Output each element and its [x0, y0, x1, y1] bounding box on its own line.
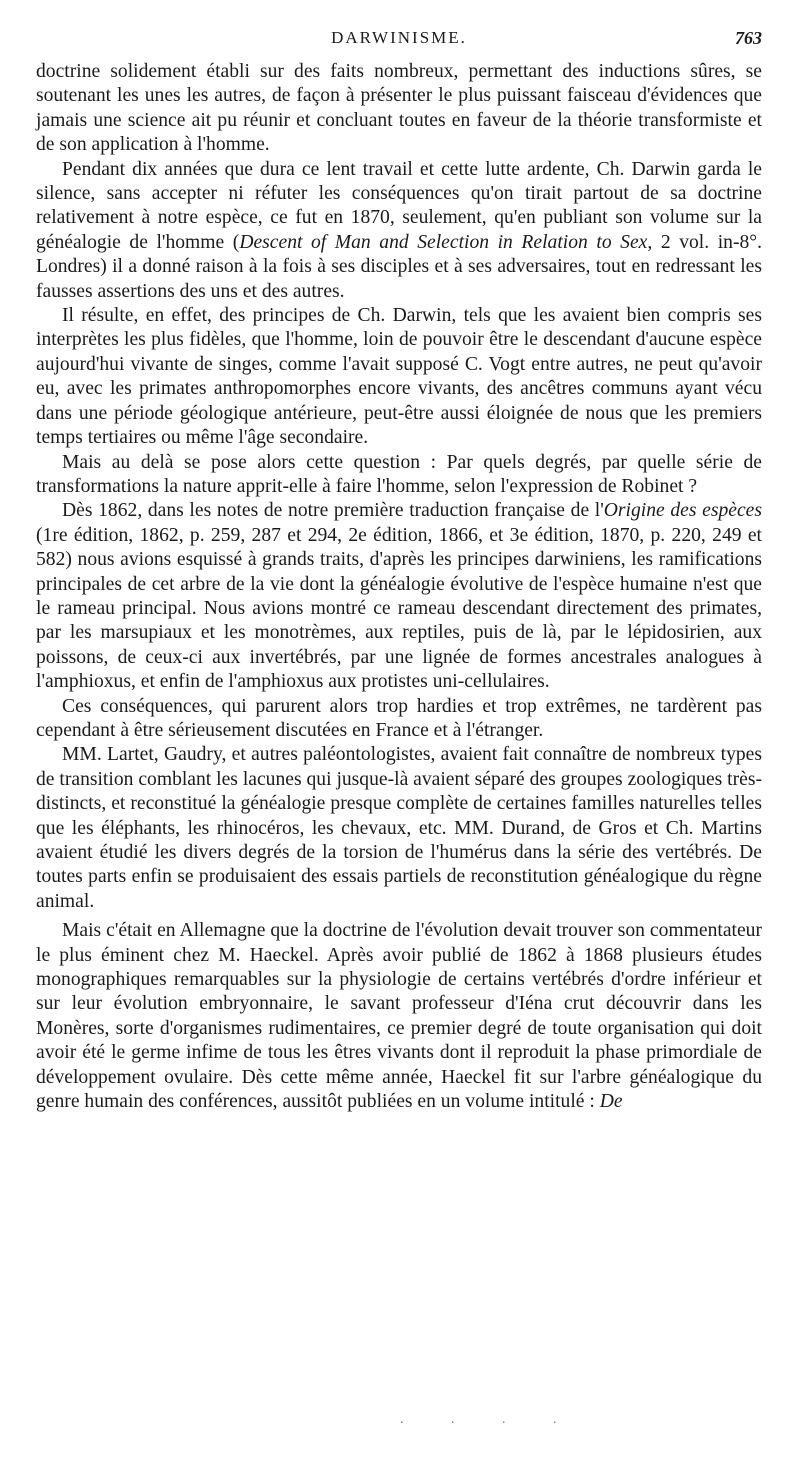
paragraph	[36, 695, 762, 744]
paragraph-text: Mais au delà se pose alors cette question : Par quels degrés, par quelle série de transformations la nature apprit-elle à faire l'homme, selon l'expression de Robinet ?	[36, 451, 762, 497]
page-number: 763	[735, 28, 762, 48]
book-title: Descent of Man and Selection in Relation to Sex,	[239, 231, 653, 253]
paragraph	[36, 919, 762, 1114]
body-text	[36, 60, 762, 1114]
running-header	[36, 28, 762, 52]
paragraph-text: 2 vol. in-8°. Londres) il a donné raison à la fois à ses disciples et à ses adversaires, tout en redressant les fausses assertions des uns et des autres.	[36, 231, 763, 302]
paragraph	[36, 451, 762, 500]
book-title: De	[599, 1091, 623, 1113]
paragraph-text: MM. Lartet, Gaudry, et autres paléontologistes, avaient fait connaître de nombreux types de transition comblant les lacunes qui jusque-là avaient séparé des groupes zoologiques très-distincts, et reconstitué la généalogie presque complète de certaines familles naturelles telles que les éléphants, les rhinocéros, les chevaux, etc. MM. Durand, de Gros et Ch. Martins avaient étudié les divers degrés de la torsion de l'humérus dans la série des vertébrés. De toutes parts enfin se produisaient des essais partiels de reconstitution généalogique du règne animal.	[36, 744, 762, 912]
paragraph-text: Pendant dix années que dura ce lent travail et cette lutte ardente, Ch. Darwin garda le silence, sans accepter ni réfuter les conséquences qu'on tirait partout de sa doctrine relativement à notre espèce, ce fut en 1870, seulement, qu'en publiant son volume sur la généalogie de l'homme (	[36, 158, 762, 253]
paragraph-text: doctrine solidement établi sur des faits nombreux, permettant des inductions sûres, se soutenant les unes les autres, de façon à présenter le plus puissant faisceau d'évidences que jamais une science ait pu réunir et concluant toutes en faveur de la théorie transformiste et de son application à l'homme.	[36, 61, 762, 156]
footer-marks: . . . .	[400, 1412, 579, 1427]
paragraph-text: Mais c'était en Allemagne que la doctrine de l'évolution devait trouver son commentateur le plus éminent chez M. Haeckel. Après avoir publié de 1862 à 1868 plusieurs études monographiques remarquables sur la physiologie de certains vertébrés d'ordre inférieur et sur leur évolution embryonnaire, le savant professeur d'Iéna crut découvrir dans les Monères, sorte d'organismes rudimentaires, ce premier degré de toute organisation qui doit avoir été le germe infime de tous les êtres vivants dont il reproduit la phase primordiale de développement ovulaire. Dès cette même année, Haeckel fit sur l'arbre généalogique du genre humain des conférences, aussitôt publiées en un volume intitulé :	[36, 920, 762, 1113]
paragraph	[36, 499, 762, 694]
running-title: DARWINISME.	[331, 28, 467, 47]
book-title: Origine des espèces	[603, 500, 762, 522]
paragraph-text: Dès 1862, dans les notes de notre première traduction française de l'	[62, 500, 604, 522]
paragraph	[36, 743, 762, 914]
paragraph	[36, 60, 762, 158]
paragraph-text: Ces conséquences, qui parurent alors trop hardies et trop extrêmes, ne tardèrent pas cependant à être sérieusement discutées en France et à l'étranger.	[36, 695, 762, 741]
paragraph	[36, 158, 762, 304]
paragraph	[36, 304, 762, 450]
paragraph-text: (1re édition, 1862, p. 259, 287 et 294, 2e édition, 1866, et 3e édition, 1870, p. 220, 249 et 582) nous avions esquissé à grands traits, d'après les principes darwiniens, les ramifications principales de cet arbre de la vie dont la généalogie évolutive de l'espèce humaine n'est que le rameau principal. Nous avions montré ce rameau descendant directement des primates, par les marsupiaux et les monotrèmes, aux reptiles, puis de là, par le lépidosirien, aux poissons, de ceux-ci aux invertébrés, par une lignée de formes ancestrales analogues à l'amphioxus, et enfin de l'amphioxus aux protistes uni-cellulaires.	[36, 524, 762, 693]
paragraph-text: Il résulte, en effet, des principes de Ch. Darwin, tels que les avaient bien compris ses interprètes les plus fidèles, que l'homme, loin de pouvoir être le descendant d'aucune espèce aujourd'hui vivante de singes, comme l'avait supposé C. Vogt entre autres, ne peut qu'avoir eu, avec les primates anthropomorphes encore vivants, des ancêtres communs ayant vécu dans une période géologique antérieure, peut-être aussi éloignée de nous que les premiers temps tertiaires ou même l'âge secondaire.	[36, 305, 762, 449]
